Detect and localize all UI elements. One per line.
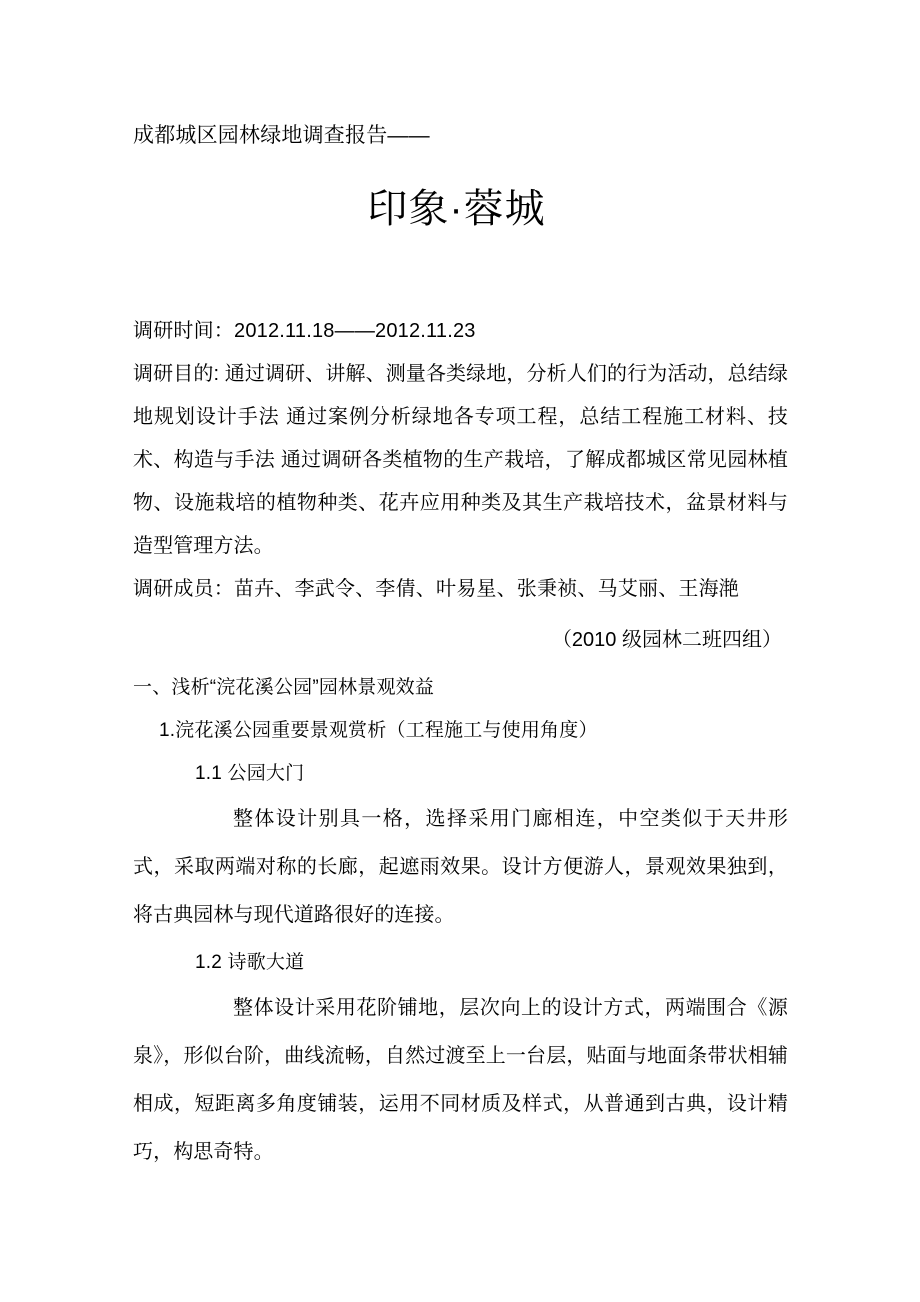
section-heading-1-2: 1.2 诗歌大道 (195, 952, 305, 973)
survey-time-line: 调研时间：2012.11.18——2012.11.23 (133, 320, 476, 342)
survey-purpose-paragraph: 调研目的: 通过调研、讲解、测量各类绿地，分析人们的行为活动，总结绿地规划设计手法 通过案例分析绿地各专项工程，总结工程施工材料、技术、构造与手法 通过调研各类植物的生产栽培，了解成都城区常见园林植物、设施栽培的植物种类、花卉应用种类及其生产栽培技术，盆景材料与造型管理方法。 (133, 363, 788, 557)
section-heading-1-1: 1.1 公园大门 (195, 763, 305, 784)
section-body-1-2: 整体设计采用花阶铺地，层次向上的设计方式，两端围合《源泉》，形似台阶，曲线流畅，自然过渡至上一台层，贴面与地面条带状相辅相成，短距离多角度铺装，运用不同材质及样式，从普通到古典，设计精巧，构思奇特。 (133, 997, 788, 1163)
survey-members-line: 调研成员：苗卉、李武令、李倩、叶易星、张秉祯、马艾丽、王海滟 (133, 578, 739, 600)
section-heading-level1: 一、浅析“浣花溪公园”园林景观效益 (133, 677, 435, 698)
survey-class-line: （2010 级园林二班四组） (551, 629, 782, 651)
survey-metadata-block (133, 236, 788, 662)
document-content (133, 0, 788, 1176)
document-subtitle: 成都城区园林绿地调查报告—— (133, 124, 430, 147)
document-title: 印象·蓉城 (367, 187, 546, 231)
section-body-1-1: 整体设计别具一格，选择采用门廊相连，中空类似于天井形式，采取两端对称的长廊，起遮雨效果。设计方便游人，景观效果独到，将古典园林与现代道路很好的连接。 (133, 808, 788, 926)
section-heading-level2: 1.浣花溪公园重要景观赏析（工程施工与使用角度） (159, 720, 598, 741)
